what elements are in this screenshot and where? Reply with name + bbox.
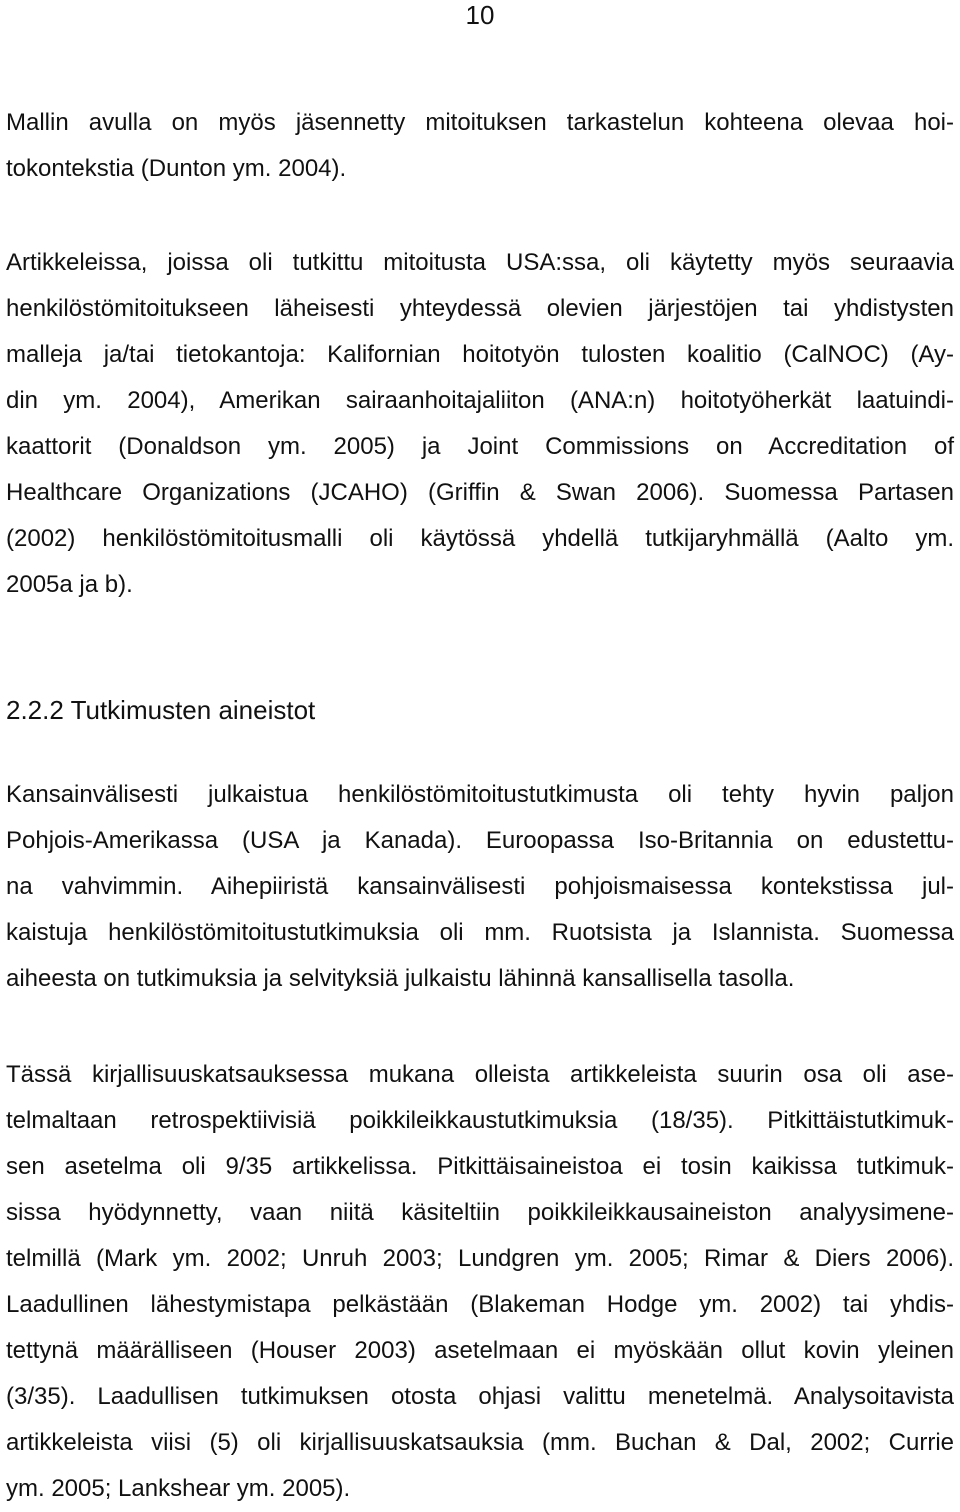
text-line: Mallin avulla on myös jäsennetty mitoituksen tarkastelun kohteena olevaa hoi-	[6, 109, 954, 136]
text-line: henkilöstömitoitukseen läheisesti yhteydessä olevien järjestöjen tai yhdistysten	[6, 295, 954, 322]
section-heading: 2.2.2 Tutkimusten aineistot	[6, 695, 316, 725]
text-line: 2005a ja b).	[6, 571, 133, 598]
page-number: 10	[465, 0, 495, 30]
text-line: Tässä kirjallisuuskatsauksessa mukana olleista artikkeleista suurin osa oli ase-	[6, 1061, 954, 1088]
text-line: Healthcare Organizations (JCAHO) (Griffin & Swan 2006). Suomessa Partasen	[6, 479, 954, 506]
text-line: (3/35). Laadullisen tutkimuksen otosta ohjasi valittu menetelmä. Analysoitavista	[6, 1383, 954, 1410]
paragraph-2	[6, 240, 954, 608]
text-line: ym. 2005; Lankshear ym. 2005).	[6, 1475, 351, 1502]
text-line: malleja ja/tai tietokantoja: Kalifornian hoitotyön tulosten koalitio (CalNOC) (Ay-	[6, 341, 954, 368]
text-line: Pohjois-Amerikassa (USA ja Kanada). Euroopassa Iso-Britannia on edustettu-	[6, 827, 954, 854]
text-line: sen asetelma oli 9/35 artikkelissa. Pitkittäisaineistoa ei tosin kaikissa tutkimuk-	[6, 1153, 954, 1180]
text-line: kaattorit (Donaldson ym. 2005) ja Joint Commissions on Accreditation of	[6, 433, 954, 460]
text-line: artikkeleista viisi (5) oli kirjallisuuskatsauksia (mm. Buchan & Dal, 2002; Currie	[6, 1429, 954, 1456]
text-line: kaistuja henkilöstömitoitustutkimuksia oli mm. Ruotsista ja Islannista. Suomessa	[6, 919, 954, 946]
text-line: Kansainvälisesti julkaistua henkilöstömitoitustutkimusta oli tehty hyvin paljon	[6, 781, 954, 808]
text-line: tokontekstia (Dunton ym. 2004).	[6, 155, 347, 182]
paragraph-4	[6, 1052, 954, 1512]
text-line: Artikkeleissa, joissa oli tutkittu mitoitusta USA:ssa, oli käytetty myös seuraavia	[6, 249, 954, 276]
text-line: aiheesta on tutkimuksia ja selvityksiä julkaistu lähinnä kansallisella tasolla.	[6, 965, 795, 992]
text-line: na vahvimmin. Aihepiiristä kansainvälisesti pohjoismaisessa kontekstissa jul-	[6, 873, 954, 900]
text-line: sissa hyödynnetty, vaan niitä käsiteltiin poikkileikkausaineiston analyysimene-	[6, 1199, 954, 1226]
text-line: din ym. 2004), Amerikan sairaanhoitajaliiton (ANA:n) hoitotyöherkät laatuindi-	[6, 387, 954, 414]
text-line: Laadullinen lähestymistapa pelkästään (Blakeman Hodge ym. 2002) tai yhdis-	[6, 1291, 954, 1318]
text-line: telmillä (Mark ym. 2002; Unruh 2003; Lundgren ym. 2005; Rimar & Diers 2006).	[6, 1245, 954, 1272]
text-line: tettynä määrälliseen (Houser 2003) asetelmaan ei myöskään ollut kovin yleinen	[6, 1337, 954, 1364]
text-line: telmaltaan retrospektiivisiä poikkileikkaustutkimuksia (18/35). Pitkittäistutkimuk-	[6, 1107, 954, 1134]
paragraph-3	[6, 772, 954, 1002]
text-line: (2002) henkilöstömitoitusmalli oli käytössä yhdellä tutkijaryhmällä (Aalto ym.	[6, 525, 954, 552]
paragraph-1	[6, 100, 954, 192]
